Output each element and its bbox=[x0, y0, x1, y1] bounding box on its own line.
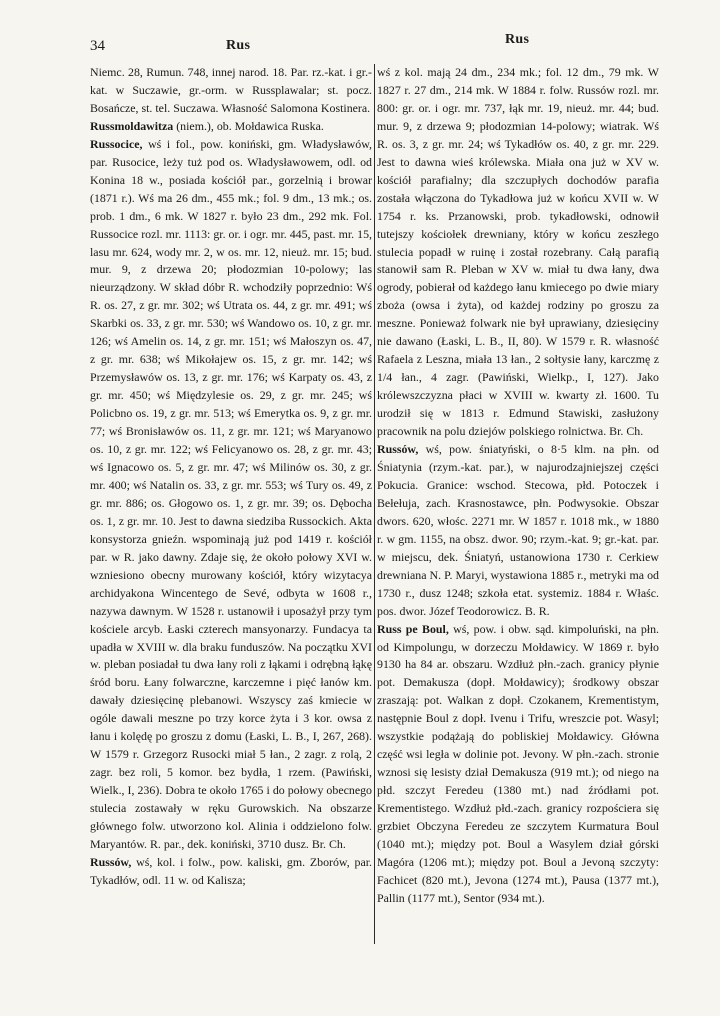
entry-text: Niemc. 28, Rumun. 748, innej narod. 18. Par. rz.-kat. i gr.-kat. w Suczawie, gr.-orm. w Russplawalar; st. pocz. Bosańcze, st. tel. Suczawa. Własność Salomona Kostinera. bbox=[90, 65, 372, 115]
text-columns bbox=[90, 64, 660, 954]
dictionary-entry bbox=[377, 64, 659, 441]
entry-text: wś, pow. i obw. sąd. kimpoluński, na płn. od Kimpolungu, w dorzeczu Mołdawicy. W 1869 r. było 9130 ha 84 ar. obszaru. Wzdłuż płn.-zach. granicy płynie pot. Demakusza (dopł. Mołdawicy); środkowy obszar zraszają: pot. Walkan z dopł. Czokanem, Krementistym, następnie Boul z dopł. Ivenu i Trifu, wreszcie pot. Wasyl; wszystkie podążają do pobliskiej Mołdawicy. Główna część wsi legła w dolinie pot. Jevony. W płn.-zach. stronie wznosi się lesisty dział Demakusza (919 mt.); od niego na płd. szczyt Feredeu (1380 mt.) nad źródłami pot. Krementistego. Wzdłuż płd.-zach. granicy rozpościera się grzbiet Obczyna Feredeu ze szczytem Kurmatura Boul (1040 mt.); między pot. Boul a Wasylem dział górski Magóra (1206 mt.); między pot. Boul a Jevoną szczyty: Fachicet (820 mt.), Jevona (1274 mt.), Pausa (1377 mt.), Pallin (1177 mt.), Sentor (934 mt.). bbox=[377, 621, 659, 905]
entry-headword: Russów, bbox=[377, 442, 419, 457]
entry-text: (niem.), ob. Mołdawica Ruska. bbox=[173, 118, 324, 133]
entry-text: wś i fol., pow. koniński, gm. Władysławów, par. Rusocice, leży tuż pod os. Władysławowem, odl. od Konina 18 w., posiada kościół par., gorzelnią i browar (1871 r.). Wś ma 26 dm., 455 mk.; fol. 9 dm., 13 mk.; os. prob. 1 dm., 6 mk. W 1827 r. było 23 dm., 292 mk. Fol. Russocice rozl. mr. 1113: gr. or. i ogr. mr. 445, past. mr. 15, lasu mr. 624, wody mr. 2, w os. mr. 12, nieuż. mr. 15; bud. mur. 9, z drzewa 20; płodozmian 10-polowy; las nieurządzony. W skład dóbr R. wchodziły poprzednio: Wś R. os. 27, z gr. mr. 302; wś Utrata os. 44, z gr. mr. 491; wś Skarbki os. 33, z gr. mr. 530; wś Wandowo os. 10, z gr. mr. 126; wś Amelin os. 14, z gr. mr. 151; wś Małoszyn os. 47, z gr. mr. 638; wś Mikołajew os. 15, z gr. mr. 142; wś Przemysławów os. 13, z gr. mr. 176; wś Karpaty os. 43, z gr. mr. 450; wś Międzylesie os. 29, z gr. mr. 245; wś Policbno os. 19, z gr. mr. 513; wś Emerytka os. 9, z gr. mr. 77; wś Bronisławów os. 11, z gr. mr. 121; wś Maryanowo os. 10, z gr. mr. 122; wś Felicyanowo os. 28, z gr. mr. 43; wś Ignacowo os. 5, z gr. mr. 47; wś Milinów os. 30, z gr. mr. 400; wś Natalin os. 33, z gr. mr. 553; wś Tury os. 49, z gr. mr. 886; os. Głogowo os. 1, z gr. mr. 39; os. Dębocha os. 1, z gr. mr. 10. Jest to dawna siedziba Russockich. Akta konsystorza gnieźn. wspominają już pod 1419 r. kościół par. w R. jako dawny. Zdaje się, że około połowy XVI w. wzniesiono obecny murowany kościół, który wizytacya archidyakona Wincentego de Sevé, odbyta w 1608 r., nazywa dawnym. W 1528 r. ustanowił i uposażył przy tym kościele arcyb. Łaski czterech mansyonarzy. Fundacya ta upadła w XVIII w. dla braku funduszów. Na początku XVI w. pleban posiadał tu dwa łany roli z łąkami i odrębną łąkę śród boru. Łany folwarczne, karczemne i pięć łanów km. dawały dziesięcinę plebanowi. Wszyscy zaś kmiecie w ogóle dawali meszne po trzy korce żyta i 3 kor. owsa z łanu i kolędę po groszu z domu (Łaski, L. B., I, 267, 268). W 1579 r. Grzegorz Rusocki miał 5 łan., 2 zagr. z rolą, 2 zagr. bez roli, 5 komor. bez bydła, 1 rzem. (Pawiński, Wielk., I, 236). Dobra te około 1765 i do połowy obecnego stulecia zostawały w ręku Gurowskich. Na obszarze głównego folw. utworzono kol. Alinia i oddzielono folw. Maryantów. R. par., dek. koniński, 3710 dusz. Br. Ch. bbox=[90, 136, 372, 851]
dictionary-entry bbox=[377, 441, 659, 621]
dictionary-entry bbox=[90, 118, 372, 136]
dictionary-entry bbox=[90, 854, 372, 890]
left-column bbox=[90, 64, 372, 954]
entry-text: wś, kol. i folw., pow. kaliski, gm. Zborów, par. Tykadłów, odl. 11 w. od Kalisza; bbox=[90, 854, 372, 887]
column-rule bbox=[374, 64, 375, 944]
entry-text: wś, pow. śniatyński, o 8·5 klm. na płn. od Śniatynia (rzym.-kat. par.), w najurodzajniejszej części Pokucia. Granice: wschod. Stecowa, płd. Potoczek i Bełełuja, zach. Krasnostawce, płn. Podwysokie. Obszar dwors. 620, włośc. 2271 mr. W 1857 r. 1018 mk., w 1880 r. w gm. 1155, na obsz. dwor. 90; rzym.-kat. 9; gr.-kat. par. w miejscu, dek. Śniatyń, ustanowiona 1730 r. Cerkiew drewniana N. P. Maryi, wystawiona 1885 r., metryki ma od 1730 r., dusz 1248; szkoła etat. systemiz. 1884 r. Właśc. pos. dwor. Józef Teodorowicz. B. R. bbox=[377, 442, 659, 618]
dictionary-entry bbox=[377, 621, 659, 908]
right-column bbox=[377, 64, 659, 954]
running-head-left: Rus bbox=[226, 38, 251, 53]
running-head-right: Rus bbox=[505, 32, 530, 47]
entry-text: wś z kol. mają 24 dm., 234 mk.; fol. 12 dm., 79 mk. W 1827 r. 27 dm., 214 mk. W 1884 r. folw. Russów rozl. mr. 800: gr. or. i ogr. mr. 737, łąk mr. 19, nieuż. mr. 44; bud. mur. 9, z drzewa 9; płodozmian 14-polowy; wiatrak. Wś R. os. 3, z gr. mr. 24; wś Tykadłów os. 40, z gr. mr. 229. Jest to dawna wieś królewska. Miała ona już w XV w. kościół parafialny; dla szczupłych dochodów parafia została włączona do Tykadłowa już w końcu XVII w. W 1754 r. ks. Przanowski, prob. tykadłowski, odnowił tutejszy kościołek drewniany, który w końcu zeszłego stulecia popadł w ruinę i został rozebrany. Całą parafią stanowił sam R. Pleban w XV w. miał tu dwa łany, dwa ogrody, pobierał od każdego łanu kmiecego po dwie miary zboża (owsa i żyta), od każdej rodziny po groszu za meszne. Ponieważ folwark nie był uprawiany, dziesięciny nie dawano (Łaski, L. B., II, 80). W 1579 r. R. własność Rafaela z Leszna, miała 13 łan., 2 sołtysie łany, karczmę z 1/4 łan., 4 zagr. (Pawiński, Wielkp., I, 127). Jako królewszczyzna płaci w XVIII w. kwarty zł. 1600. Tu urodził się w 1813 r. Edmund Stawiski, zasłużony pracownik na polu dziejów polskiego rolnictwa. Br. Ch. bbox=[377, 65, 659, 439]
entry-headword: Russ pe Boul, bbox=[377, 621, 449, 636]
page-header bbox=[90, 32, 660, 54]
entry-headword: Russów, bbox=[90, 854, 132, 869]
dictionary-entry bbox=[90, 136, 372, 854]
entry-headword: Russmoldawitza bbox=[90, 118, 174, 133]
dictionary-entry bbox=[90, 64, 372, 118]
page-number: 34 bbox=[90, 38, 105, 54]
entry-headword: Russocice, bbox=[90, 136, 143, 151]
